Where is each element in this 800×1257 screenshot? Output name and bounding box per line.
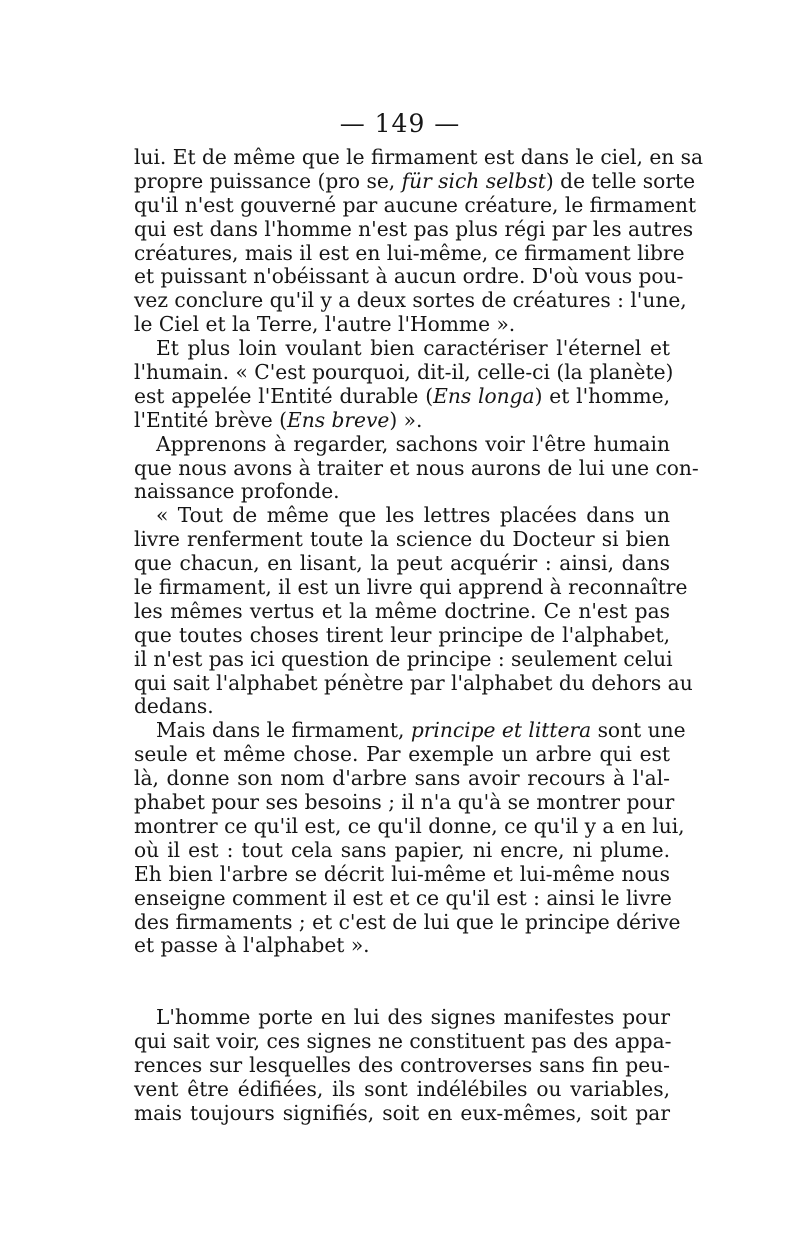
text-line-31: Eh bien l'arbre se décrit lui-même et lui-même nous [134,861,670,886]
text-line-6: et puissant n'obéissant à aucun ordre. D'où vous pou- [134,264,684,289]
text-line-39: mais toujours signifiés, soit en eux-mêmes, soit par [134,1100,670,1125]
text-line-4: qui est dans l'homme n'est pas plus régi par les autres [134,216,694,241]
text-line-12: l'Entité brève (Ens breve) ». [134,407,423,432]
text-line-35: L'homme porte en lui des signes manifestes pour [156,1005,670,1030]
paragraph-gap [134,958,670,1006]
text-line-5: créatures, mais il est en lui-même, ce firmament libre [134,240,685,265]
text-line-22: il n'est pas ici question de principe : seulement celui [134,646,673,671]
text-line-18: que chacun, en lisant, la peut acquérir : ainsi, dans [134,551,670,576]
text-line-28: phabet pour ses besoins ; il n'a qu'à se montrer pour [134,790,675,815]
text-line-23: qui sait l'alphabet pénètre par l'alphabet du dehors au [134,670,693,695]
text-line-11: est appelée l'Entité durable (Ens longa) et l'homme, [134,383,670,408]
text-line-36: qui sait voir, ces signes ne constituent pas des appa- [134,1029,672,1054]
text-line-25: Mais dans le firmament, principe et littera sont une [156,718,686,743]
text-line-19: le firmament, il est un livre qui apprend à reconnaître [134,575,688,600]
italic-term: Ens longa [433,383,535,408]
text-line-1: lui. Et de même que le firmament est dans le ciel, en sa [134,145,704,169]
italic-term: für sich selbst [401,168,546,193]
text-line-37: rences sur lesquelles des controverses sans fin peu- [134,1053,670,1078]
text-line-8: le Ciel et la Terre, l'autre l'Homme ». [134,312,516,337]
text-line-33: des firmaments ; et c'est de lui que le principe dérive [134,909,681,934]
text-line-27: là, donne son nom d'arbre sans avoir recours à l'al- [134,766,670,791]
text-line-14: que nous avons à traiter et nous aurons de lui une con- [134,455,699,480]
text-line-29: montrer ce qu'il est, ce qu'il donne, ce qu'il y a en lui, [134,813,685,838]
text-line-30: où il est : tout cela sans papier, ni encre, ni plume. [134,837,670,862]
text-line-2: propre puissance (pro se, für sich selbst) de telle sorte [134,168,696,193]
italic-term: Ens breve [286,407,390,432]
text-line-9: Et plus loin voulant bien caractériser l'éternel et [156,336,670,361]
text-line-3: qu'il n'est gouverné par aucune créature, le firmament [134,192,697,217]
text-line-21: que toutes choses tirent leur principe de l'alphabet, [134,622,670,647]
page-number: — 149 — [339,109,461,138]
body-text [134,145,704,1126]
text-line-32: enseigne comment il est et ce qu'il est : ainsi le livre [134,885,672,910]
text-line-34: et passe à l'alphabet ». [134,933,370,958]
text-line-26: seule et même chose. Par exemple un arbre qui est [134,742,670,767]
text-line-10: l'humain. « C'est pourquoi, dit-il, celle-ci (la planète) [134,360,674,385]
italic-term: principe et littera [410,718,592,743]
text-line-38: vent être édifiées, ils sont indélébiles ou variables, [134,1076,670,1101]
text-line-13: Apprenons à regarder, sachons voir l'être humain [156,431,670,456]
text-line-20: les mêmes vertus et la même doctrine. Ce n'est pas [134,598,670,623]
text-line-7: vez conclure qu'il y a deux sortes de créatures : l'une, [134,288,687,313]
text-line-24: dedans. [134,694,214,719]
text-line-15: naissance profonde. [134,479,340,504]
text-line-17: livre renferment toute la science du Docteur si bien [134,527,670,552]
text-line-16: « Tout de même que les lettres placées dans un [156,503,670,528]
